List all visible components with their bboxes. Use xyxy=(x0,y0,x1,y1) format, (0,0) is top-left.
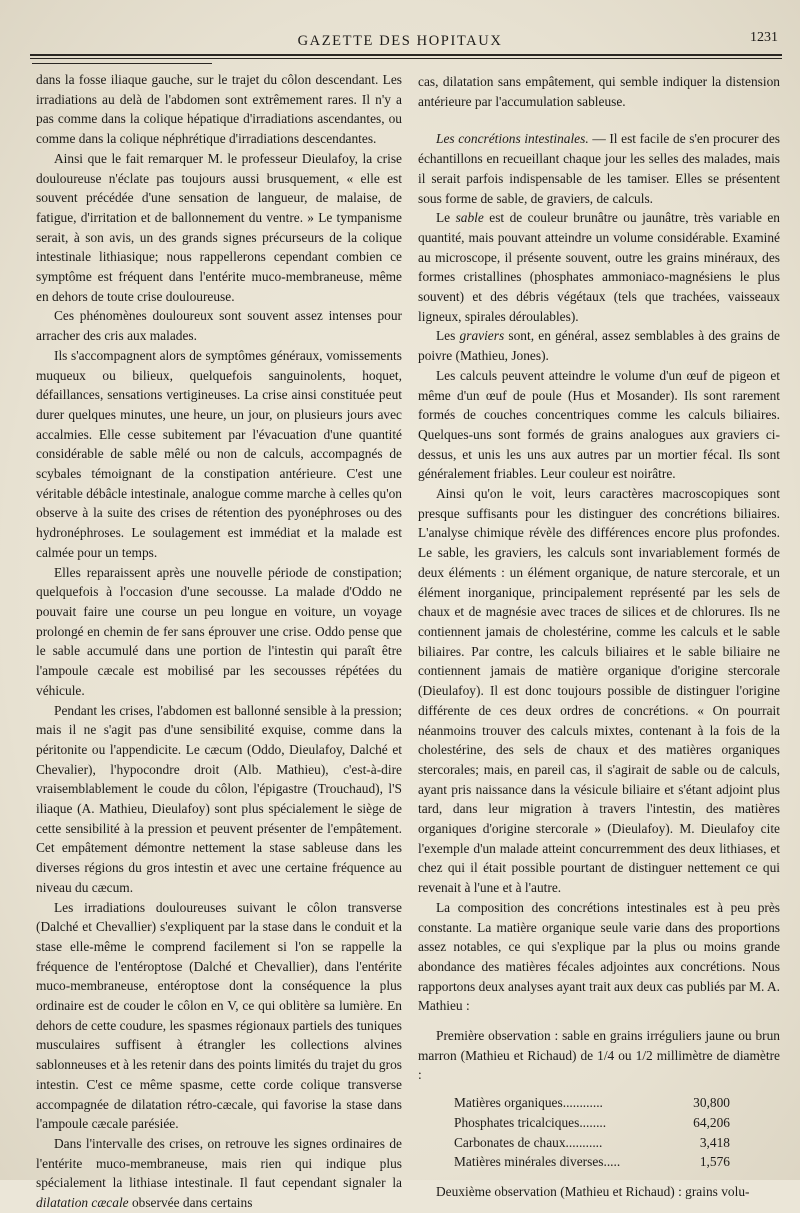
analysis-value: 3,418 xyxy=(699,1134,730,1150)
table-row xyxy=(418,1152,780,1172)
paragraph xyxy=(418,326,780,365)
paragraph: Pendant les crises, l'abdomen est ballonné sensible à la pression; mais il ne s'agit pas d'une sensibilité exquise, comme dans la péritonite ou l'appendicite. Le cæcum (Oddo, Dieulafoy, Dalché et Chevalier), l'hypocondre droit (Alb. Mathieu), c'est-à-dire vraisemblablement le coude du côlon, l'épigastre (Trouchaud), l'S iliaque (A. Mathieu, Dieulafoy) sont plus spécialement le siège de cette sensibilité à la pression et peuvent présenter de l'empâtement. Cet empâtement démontre nettement la stase sableuse dans les diverses régions du gros intestin et avec une certaine fréquence au niveau du cæcum. xyxy=(36,702,402,895)
paragraph: Ainsi que le fait remarquer M. le professeur Dieulafoy, la crise douloureuse n'éclate pas toujours aussi brusquement, « elle est souvent précédée d'une sensation de langueur, de malaise, de fatigue, d'irritation et de ballonnement du ventre. » Le tympanisme serait, à son avis, un des grands signes précurseurs de la colique intestinale lithiasique; nous rappellerons cependant combien ce symptôme est fréquent dans l'entérite muco-membraneuse, même en dehors de toute crise douloureuse. xyxy=(36,150,402,304)
analysis-value: 30,800 xyxy=(693,1095,730,1111)
observation-paragraph: Première observation : sable en grains irréguliers jaune ou brun marron (Mathieu et Richaud) de 1/4 ou 1/2 millimètre de diamètre : xyxy=(418,1028,780,1083)
paragraph: Elles reparaissent après une nouvelle période de constipation; quelquefois à l'occasion d'une secousse. La malade d'Oddo ne pouvait faire une course un peu longue en voiture, un voyage prolongé en chemin de fer sans éprouver une crise. Oddo pense que le sable accumulé dans une portion de l'intestin qui paraît être l'ampoule cæcale est mobilisé par les secousses répétées du véhicule. xyxy=(36,564,402,698)
paragraph-text: observée dans certains xyxy=(128,1195,253,1211)
paragraph-text: est de couleur brunâtre ou jaunâtre, très variable en quantité, mais pouvant atteindre un volume considérable. Examiné au microscope, il présente souvent, outre les grains minéraux, des formes cristallines (phosphates ammoniaco-magnésiens le plus souvent) et des débris végétaux (tels que trachées, vaisseaux ligneux, spirales déroulables). xyxy=(418,210,780,324)
analysis-value: 1,576 xyxy=(699,1154,730,1170)
italic-term: sable xyxy=(455,210,484,226)
italic-term: dilatation cæcale xyxy=(36,1195,129,1211)
paragraph: cas, dilatation sans empâtement, qui semble indiquer la distension antérieure par l'accumulation sableuse. xyxy=(418,74,780,109)
paragraph: La composition des concrétions intestinales est à peu près constante. La matière organique seule varie dans des proportions assez notables, ce qui s'explique par la plus ou moins grande abondance des matières fécales adjointes aux concrétions. Nous rapportons deux analyses ayant trait aux deux cas publiés par M. A. Mathieu : xyxy=(418,899,780,1014)
observation-paragraph: Deuxième observation (Mathieu et Richaud) : grains volu- xyxy=(436,1183,750,1199)
paragraph: Ainsi qu'on le voit, leurs caractères macroscopiques sont presque suffisants pour les distinguer des concrétions biliaires. L'analyse chimique révèle des différences encore plus profondes. Le sable, les graviers, les calculs sont invariablement formés de deux éléments : un élément organique, de nature stercorale, et un élément inorganique, principalement représenté par les sels de chaux et de magnésie avec traces de silices et de chlorures. Ils ne contiennent jamais de cholestérine, comme les calculs et le sable biliaires. Par contre, les calculs biliaires et le sable biliaire ne contiennent jamais de matière organique d'origine stercorale (Dieulafoy). Il est donc toujours possible de distinguer l'origine différente de ces deux ordres de concrétions. « On pourrait néanmoins trouver des calculs mixtes, contenant à la fois de la cholestérine, des sels de chaux et des matières organiques stercorales; mais, en pareil cas, il s'agirait de sable ou de calculs, ayant pris naissance dans la vésicule biliaire et s'étant adjoint plus tard, dans leur migration à travers l'intestin, des matières organiques d'origine stercorale » (Dieulafoy). M. Dieulafoy cite l'exemple d'un malade atteint concurremment des deux lithiases, et chez qui il était possible pourtant de distinguer nettement ce qui revenait à l'une et à l'autre. xyxy=(418,486,780,896)
page-number: 1231 xyxy=(750,30,778,45)
table-row xyxy=(418,1113,780,1133)
section-paragraph xyxy=(418,129,780,208)
header-rule-thin xyxy=(30,58,782,59)
header-rule-thick xyxy=(30,54,782,56)
right-column xyxy=(418,72,780,1202)
running-head xyxy=(0,30,800,52)
left-column xyxy=(36,70,402,1213)
paragraph-text: Dans l'intervalle des crises, on retrouve les signes ordinaires de l'entérite muco-membraneuse, mais rien qui indique plus spécialement la lithiase intestinale. Il faut cependant signaler la xyxy=(36,1135,402,1191)
analysis-value: 64,206 xyxy=(693,1114,730,1130)
paragraph: Ils s'accompagnent alors de symptômes généraux, vomissements muqueux ou bilieux, quelquefois sanguinolents, hoquet, défaillances, sensations vertigineuses. La crise ainsi constituée peut durer quelques minutes, une heure, un jour, on plusieurs jours avec accalmies. Elle cesse subitement par l'évacuation d'une quantité considérable de sable mêlé ou non de calculs, accompagnés de scybales témoignant de la constipation antérieure. C'est une véritable débâcle intestinale, analogue comme marche à celles qu'on observe à la suite des crises de rétention des pyonéphroses ou des hydronéphroses. Le soulagement est immédiat et la malade est calmée pour un temps. xyxy=(36,347,402,560)
table-row xyxy=(418,1093,780,1113)
paragraph: Les calculs peuvent atteindre le volume d'un œuf de pigeon et même d'un œuf de poule (Hus et Mosander). Ils sont rarement formés de couches concentriques comme les calculs biliaires. Quelques-uns sont formés de grains analogues aux graviers ci-dessus, et unis les uns aux autres par un mortier fécal. Ils sont généralement friables. Leur couleur est noirâtre. xyxy=(418,367,780,482)
analysis-label: Matières minérales diverses..... xyxy=(454,1154,621,1170)
analysis-table xyxy=(418,1093,780,1172)
journal-title: GAZETTE DES HOPITAUX xyxy=(297,33,503,49)
section-heading: Les concrétions intestinales. xyxy=(436,131,589,147)
italic-term: graviers xyxy=(459,328,505,344)
paragraph: Les irradiations douloureuses suivant le côlon transverse (Dalché et Chevallier) s'expliquent par la stase dans le conduit et la stase elle-même le comprend facilement si l'on se rappelle la fréquence de l'entéroptose (Dalché et Chevallier), dans l'entérite muco-membraneuse, entéroptose dont la conséquence la plus ordinaire est de couder le côlon en V, ce qui oblitère sa lumière. En dehors de cette coudure, les spasmes régionaux partiels des tuniques musculaires suffisent à étrangler les collections alvines sablonneuses et à les retenir dans des points limités du trajet du gros intestin. C'est ce même spasme, cette corde colique transverse accompagnée de dilatation rétro-cæcale, qui favorise la stase dans l'ampoule cæcale parésiée. xyxy=(36,899,402,1132)
paragraph-text: Les xyxy=(436,328,460,344)
paragraph: dans la fosse iliaque gauche, sur le trajet du côlon descendant. Les irradiations au delà de l'abdomen sont extrêmement rares. Il n'y a pas comme dans la colique hépatique d'irradiations ascendantes, ou comme dans la colique néphrétique d'irradiations descendantes. xyxy=(36,72,402,147)
paragraph-text: sont, en général, assez semblables à des grains de poivre (Mathieu, Jones). xyxy=(418,328,780,364)
header-rule-short xyxy=(32,63,212,64)
paragraph xyxy=(36,1134,402,1213)
analysis-label: Matières organiques............ xyxy=(454,1095,603,1111)
analysis-label: Phosphates tricalciques........ xyxy=(454,1114,607,1130)
paragraph-text: — Il est facile de s'en procurer des échantillons en recueillant chaque jour les selles des malades, mais il serait parfois indispensable de les tamiser. Elles se présentent sous forme de sable, de graviers, de calculs. xyxy=(418,131,780,206)
analysis-label: Carbonates de chaux........... xyxy=(454,1134,603,1150)
paragraph xyxy=(418,208,780,326)
paragraph-text: Le xyxy=(436,210,456,226)
table-row xyxy=(418,1133,780,1153)
paragraph: Ces phénomènes douloureux sont souvent assez intenses pour arracher des cris aux malades. xyxy=(36,308,402,344)
